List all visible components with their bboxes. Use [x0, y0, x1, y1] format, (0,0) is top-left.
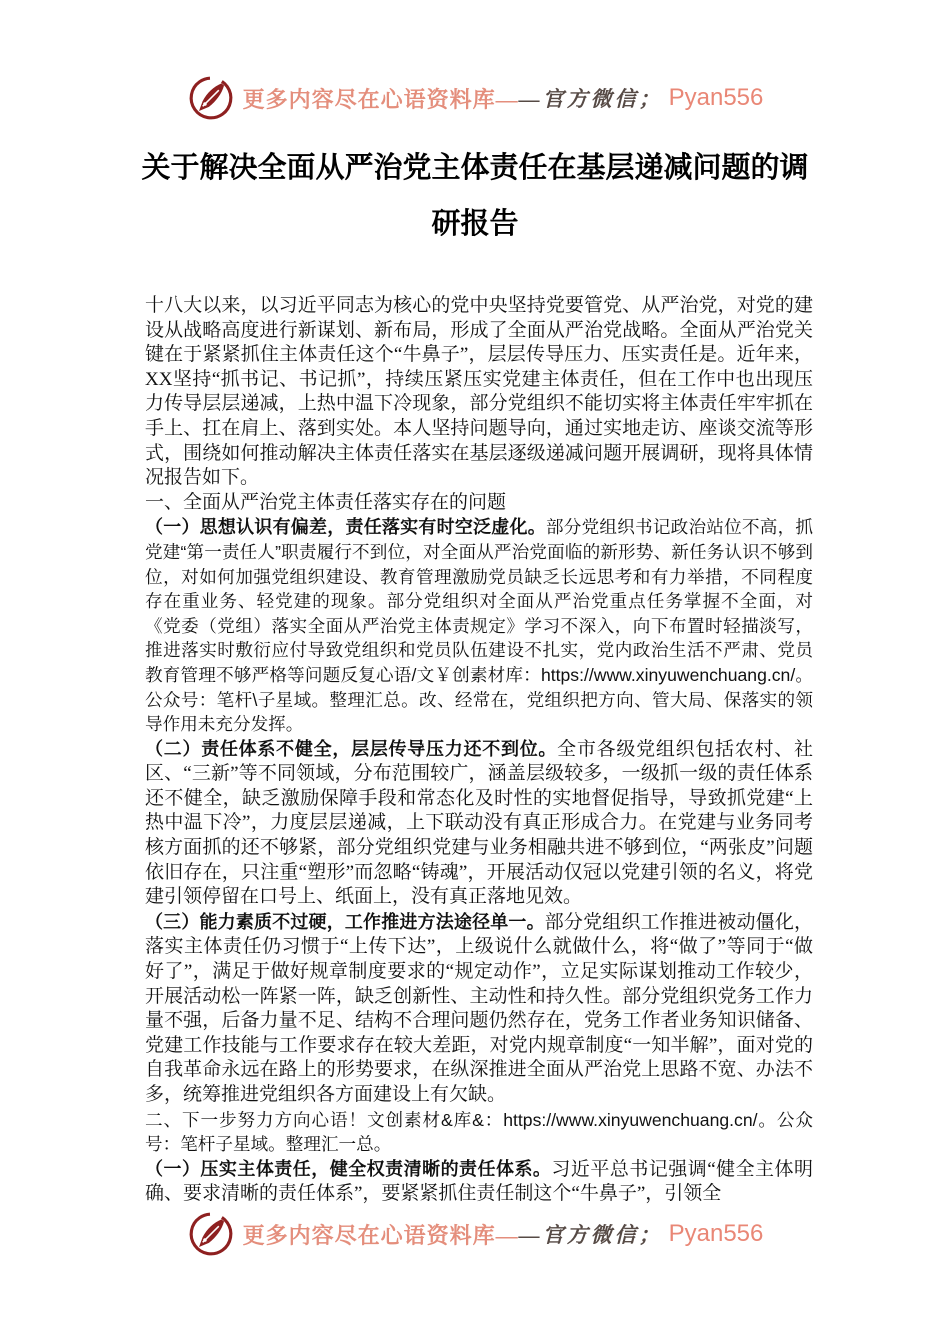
brand-wechat-id: Pyan556	[668, 84, 764, 111]
item-3-lead: （三）能力素质不过硬，工作推进方法途径单一。	[145, 911, 545, 932]
item-3-body: 部分党组织工作推进被动僵化，落实主体责任仍习惯于“上传下达”，上级说什么就做什么，将“做了”等同于“做好了”，满足于做好规章制度要求的“规定动作”，立足实际谋划推动工作较少，开展活动松一阵紧一阵，缺乏创新性、主动性和持久性。部分党组织党务工作力量不强，后备力量不足、结构不合理问题仍然存在，党务工作者业务知识储备、党建工作技能与工作要求存在较大差距，对党内规章制度“一知半解”，面对党的自我革命永远在路上的形势要求，在纵深推进全面从严治党上思路不宽、办法不多，统筹推进党组织各方面建设上有欠缺。	[145, 911, 813, 1105]
paragraph-item-4	[145, 1157, 813, 1207]
paragraph-item-1	[145, 515, 813, 736]
brand-text-main: 更多内容尽在心语资料库—	[242, 86, 519, 112]
page-title: 关于解决全面从严治党主体责任在基层递减问题的调研报告	[141, 152, 809, 240]
brand-text-main: 更多内容尽在心语资料库—	[242, 1222, 519, 1248]
item-1-lead: （一）思想认识有偏差，责任落实有时空泛虚化。	[145, 517, 546, 538]
section-1-heading: 一、全面从严治党主体责任落实存在的问题	[145, 491, 507, 513]
brand-wechat-id: Pyan556	[668, 1220, 764, 1247]
footer-brandbar	[0, 1208, 950, 1260]
document-body	[145, 294, 813, 1207]
pen-emblem-icon	[187, 72, 235, 124]
item-1-body: 部分党组织书记政治站位不高，抓党建“第一责任人”职责履行不到位，对全面从严治党面临的新形势、新任务认识不够到位，对如何加强党组织建设、教育管理激励党员缺乏长远思考和有力举措，不同程度存在重业务、轻党建的现象。部分党组织对全面从严治党重点任务掌握不全面，对《党委（党组）落实全面从严治党主体责规定》学习不深入，向下布置时轻描淡写，推进落实时敷衍应付导致党组织和党员队伍建设不扎实，党内政治生活不严肃、党员教育管理不够严格等问题反复心语/文￥创素材库：https://www.xinyuwenchuang.cn/。公众号：笔杆\子星域。整理汇总。改、经常在，党组织把方向、管大局、保落实的领导作用未充分发挥。	[145, 517, 813, 735]
item-4-body: 习近平总书记强调“健全主体明确、要求清晰的责任体系”，要紧紧抓住责任制这个“牛鼻子”，引领全	[145, 1158, 814, 1205]
paragraph-intro: 十八大以来，以习近平同志为核心的党中央坚持党要管党、从严治党，对党的建设从战略高度进行新谋划、新布局，形成了全面从严治党战略。全面从严治党关键在于紧紧抓住主体责任这个“牛鼻子”，层层传导压力、压实责任是。近年来，XX坚持“抓书记、书记抓”，持续压紧压实党建主体责任，但在工作中也出现压力传导层层递减，上热中温下冷现象，部分党组织不能切实将主体责任牢牢抓在手上、扛在肩上、落到实处。本人坚持问题导向，通过实地走访、座谈交流等形式，围绕如何推动解决主体责任落实在基层逐级递减问题开展调研，现将具体情况报告如下。	[145, 295, 813, 489]
brand-text-wechat: —官方微信；	[518, 87, 663, 111]
section-2-heading: 二、下一步努力方向心语！文创素材&库&：https://www.xinyuwenchuang.cn/。公众号：笔杆子星域。整理汇一总。	[145, 1109, 813, 1155]
item-2-lead: （二）责任体系不健全，层层传导压力还不到位。	[145, 738, 558, 759]
brand-text-wechat: —官方微信；	[518, 1223, 663, 1247]
item-4-lead: （一）压实主体责任，健全权责清晰的责任体系。	[145, 1158, 552, 1179]
item-2-body: 全市各级党组织包括农村、社区、“三新”等不同领域，分布范围较广，涵盖层级较多，一级抓一级的责任体系还不健全，缺乏激励保障手段和常态化及时性的实地督促指导，导致抓党建“上热中温下冷”，力度层层递减，上下联动没有真正形成合力。在党建与业务同考核方面抓的还不够紧，部分党组织党建与业务相融共进不够到位，“两张皮”问题依旧存在，只注重“塑形”而忽略“铸魂”，开展活动仅冠以党建引领的名义，将党建引领停留在口号上、纸面上，没有真正落地见效。	[145, 738, 813, 908]
pen-emblem-icon	[187, 1208, 235, 1260]
header-brandbar	[0, 72, 950, 124]
paragraph-item-3	[145, 910, 813, 1108]
paragraph-item-2	[145, 737, 813, 910]
